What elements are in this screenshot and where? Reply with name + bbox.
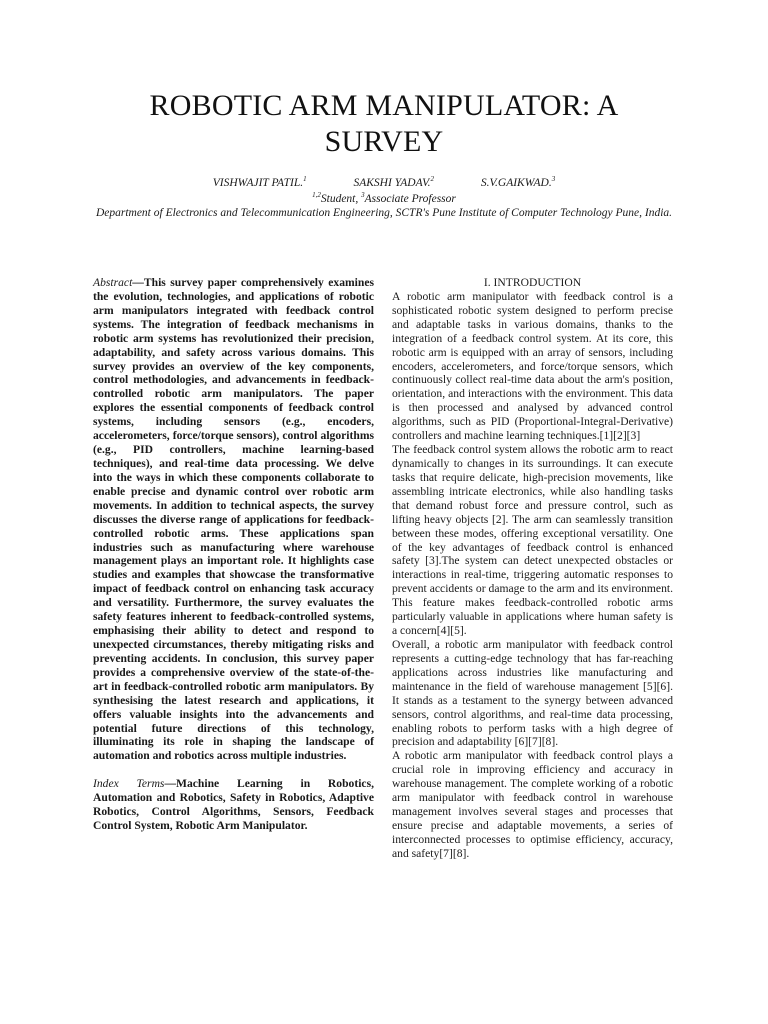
abstract <box>93 276 374 763</box>
author-3: S.V.GAIKWAD.$^3$ <box>480 175 556 189</box>
author-list <box>0 176 768 191</box>
intro-paragraph: Overall, a robotic arm manipulator with feedback control represents a cutting-edge technology that has far-reaching applications across industries like manufacturing and maintenance in the field of warehouse management [5][6]. It stands as a testament to the synergy between advanced sensors, control algorithms, and real-time data processing, enabling robots to perform tasks with a high degree of precision and adaptability [6][7][8]. <box>392 637 673 749</box>
author-2: SAKSHI YADAV.$^2$ <box>353 175 434 189</box>
index-terms-label: Index Terms <box>93 777 165 791</box>
intro-paragraph: A robotic arm manipulator with feedback control is a sophisticated robotic system designed to perform precise and adaptable tasks in various domains, thanks to the integration of a feedback control system. At its core, this robotic arm is equipped with an array of sensors, including encoders, accelerometers, and force/torque sensors, which continuously collect real-time data about the arm's position, orientation, and interactions with the environment. This data is then processed and analysed by advanced control algorithms, such as PID (Proportional-Integral-Derivative) controllers and machine learning techniques.[1][2][3] <box>392 289 673 443</box>
index-terms <box>93 777 374 833</box>
author-roles: $^{1,2}$Student, $^3$Associate Professor <box>312 191 456 205</box>
affiliation: Department of Electronics and Telecommunication Engineering, SCTR's Pune Institute of Computer Technology Pune, India. <box>95 207 673 219</box>
abstract-label: Abstract <box>93 276 133 289</box>
author-1: VISHWAJIT PATIL.$^1$ <box>212 175 307 189</box>
title-line-1: ROBOTIC ARM MANIPULATOR: A <box>149 89 619 122</box>
abstract-text: —This survey paper comprehensively examines the evolution, technologies, and applications of robotic arm manipulators integrated with feedback control systems. The integration of feedback mechanisms in robotic arm systems has revolutionized their precision, adaptability, and safety across various domains. This survey provides an overview of the key components, control methodologies, and advancements in feedback-controlled robotic arm manipulators. The paper explores the essential components of feedback control systems, including sensors (e.g., encoders, accelerometers, force/torque sensors), control algorithms (e.g., PID controllers, machine learning-based techniques), and real-time data processing. We delve into the ways in which these components collaborate to enable precise and dynamic control over robotic arm movements. In addition to technical aspects, the survey discusses the diverse range of applications for feedback-controlled robotic arms. These applications span industries such as manufacturing where warehouse management plays an important role. It highlights case studies and examples that showcase the transformative impact of feedback control on enhancing task accuracy and versatility. Furthermore, the survey evaluates the safety features inherent to feedback-controlled systems, emphasising their ability to detect and respond to unexpected circumstances, thereby mitigating risks and preventing accidents. In conclusion, this survey paper provides a comprehensive overview of the state-of-the-art in feedback-controlled robotic arm manipulators. By synthesising the latest research and applications, it offers valuable insights into the advancements and potential future directions of this technology, illuminating its role in shaping the landscape of automation and robotics across multiple industries. <box>93 276 374 763</box>
right-column <box>392 276 673 861</box>
index-terms-text: —Machine Learning in Robotics, Automation and Robotics, Safety in Robotics, Adaptive Robotics, Control Algorithms, Sensors, Feedback Control System, Robotic Arm Manipulator. <box>93 777 374 833</box>
intro-paragraph: A robotic arm manipulator with feedback control plays a crucial role in improving efficiency and accuracy in warehouse management. The complete working of a robotic arm manipulator with feedback control in warehouse management involves several stages and processes that ensure precise and adaptable movements, a series of interconnected processes to optimise efficiency, accuracy, and safety[7][8]. <box>392 749 673 860</box>
section-heading-introduction: I. INTRODUCTION <box>483 276 582 289</box>
paper-title <box>0 88 768 160</box>
intro-paragraph: The feedback control system allows the robotic arm to react dynamically to changes in its surroundings. It can execute tasks that require delicate, high-precision movements, like assembling intricate electronics, while also handling tasks that demand robust force and pressure control, such as lifting heavy objects [2]. The arm can seamlessly transition between these modes, offering exceptional versatility. One of the key advantages of feedback control is enhanced safety [3].The system can detect unexpected obstacles or interactions in real-time, triggering automatic responses to prevent accidents or damage to the arm and its environment. This feature makes feedback-controlled robotic arms particularly valuable in applications where human safety is a concern[4][5]. <box>392 443 673 638</box>
title-line-2: SURVEY <box>324 125 444 158</box>
left-column <box>93 276 374 833</box>
